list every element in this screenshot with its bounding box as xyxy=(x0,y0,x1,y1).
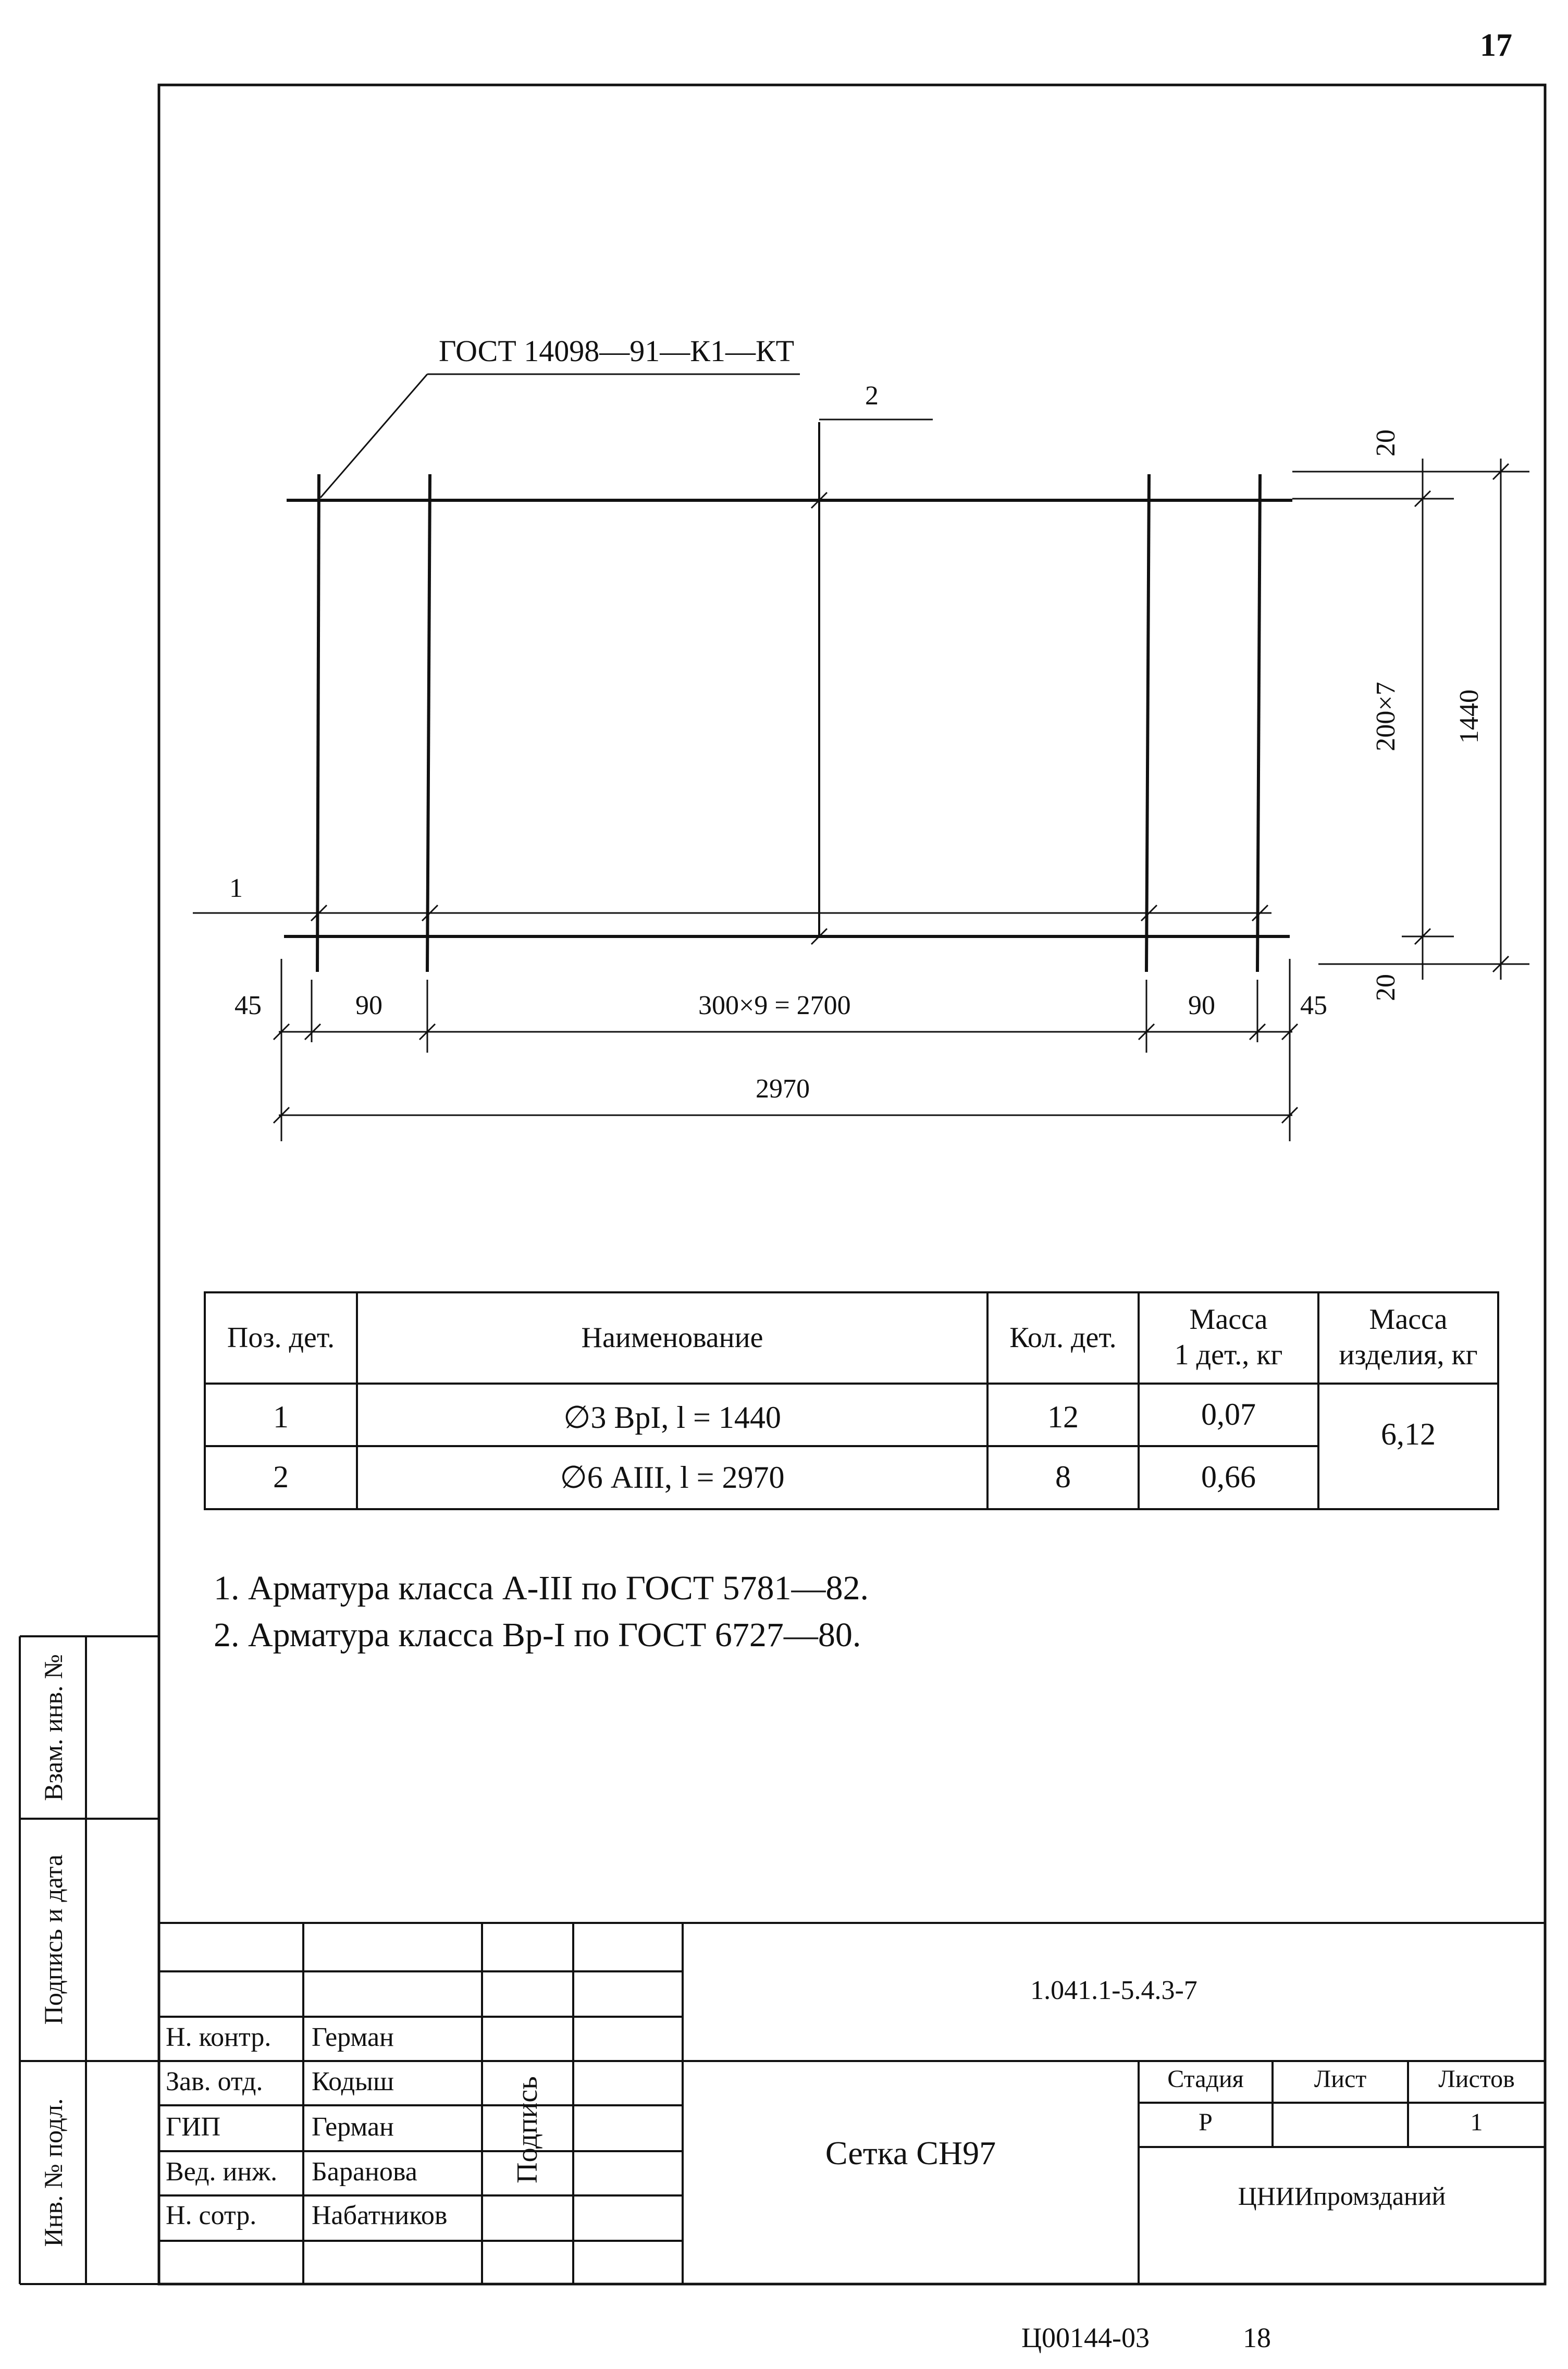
row-1-qty: 12 xyxy=(1047,1400,1079,1434)
note-2: 2. Арматура класса Вр-I по ГОСТ 6727—80. xyxy=(214,1616,861,1654)
dim-20-top: 20 xyxy=(1371,429,1401,456)
organization: ЦНИИпромзданий xyxy=(1238,2181,1446,2211)
stage-value: Р xyxy=(1199,2108,1213,2136)
total-mass: 6,12 xyxy=(1381,1417,1436,1451)
name-zav-otd: Кодыш xyxy=(312,2067,394,2096)
name-gip: Герман xyxy=(312,2112,394,2142)
role-zav-otd: Зав. отд. xyxy=(166,2067,263,2096)
side-inv-podl: Инв. № подл. xyxy=(39,2098,68,2247)
row-2-name: ∅6 АIII, l = 2970 xyxy=(560,1460,785,1495)
drawing-title: Сетка СН97 xyxy=(825,2134,996,2171)
row-2-pos: 2 xyxy=(273,1460,289,1494)
side-vzam-inv: Взам. инв. № xyxy=(39,1654,68,1801)
footer-page: 18 xyxy=(1243,2322,1271,2353)
position-1-label: 1 xyxy=(229,873,243,903)
note-1: 1. Арматура класса А-III по ГОСТ 5781—82. xyxy=(214,1569,869,1607)
name-n-kontr: Герман xyxy=(312,2022,394,2052)
dim-45-right: 45 xyxy=(1300,991,1327,1020)
row-2-qty: 8 xyxy=(1055,1460,1071,1494)
role-n-sotr: Н. сотр. xyxy=(166,2201,257,2230)
name-ved-inzh: Баранова xyxy=(312,2157,417,2187)
sheet-label: Лист xyxy=(1314,2065,1367,2093)
row-1-pos: 1 xyxy=(273,1400,289,1434)
signature-column-label: Подпись xyxy=(511,2076,544,2183)
sheet-frame xyxy=(159,85,1545,2284)
role-ved-inzh: Вед. инж. xyxy=(166,2157,278,2187)
mesh-transverse-wires xyxy=(317,474,1260,972)
role-n-kontr: Н. контр. xyxy=(166,2022,271,2052)
name-n-sotr: Набатников xyxy=(312,2201,448,2230)
row-1-name: ∅3 ВрI, l = 1440 xyxy=(563,1400,781,1435)
dim-2970: 2970 xyxy=(756,1074,810,1104)
header-qty: Кол. дет. xyxy=(1009,1322,1117,1354)
dim-90-left: 90 xyxy=(355,991,382,1020)
row-2-mass: 0,66 xyxy=(1201,1460,1256,1494)
header-mass-total-l2: изделия, кг xyxy=(1339,1339,1478,1371)
dim-90-right: 90 xyxy=(1188,991,1215,1020)
row-1-mass: 0,07 xyxy=(1201,1397,1256,1432)
doc-code: 1.041.1-5.4.3-7 xyxy=(1030,1976,1197,2005)
position-2-label: 2 xyxy=(865,381,879,411)
header-mass-unit-l1: Масса xyxy=(1189,1303,1268,1336)
sheets-value: 1 xyxy=(1470,2108,1483,2136)
gost-callout: ГОСТ 14098—91—К1—КТ xyxy=(439,334,795,368)
dim-200x7: 200×7 xyxy=(1371,682,1401,751)
dim-20-bottom: 20 xyxy=(1371,974,1401,1001)
stage-label: Стадия xyxy=(1167,2065,1244,2093)
side-podpis-data: Подпись и дата xyxy=(39,1854,68,2025)
header-name: Наименование xyxy=(581,1322,763,1354)
dimension-lines xyxy=(193,374,1529,1141)
dim-2700: 300×9 = 2700 xyxy=(698,991,851,1020)
header-mass-total-l1: Масса xyxy=(1369,1303,1448,1336)
mesh-longitudinal-bars xyxy=(284,500,1292,936)
sheets-label: Листов xyxy=(1438,2065,1515,2093)
dim-1440: 1440 xyxy=(1454,689,1484,744)
dim-45-left: 45 xyxy=(234,991,262,1020)
header-pos: Поз. дет. xyxy=(227,1322,335,1354)
footer-code: Ц00144-03 xyxy=(1021,2322,1150,2353)
role-gip: ГИП xyxy=(166,2112,221,2142)
header-mass-unit-l2: 1 дет., кг xyxy=(1174,1339,1283,1371)
page-number: 17 xyxy=(1480,28,1512,63)
